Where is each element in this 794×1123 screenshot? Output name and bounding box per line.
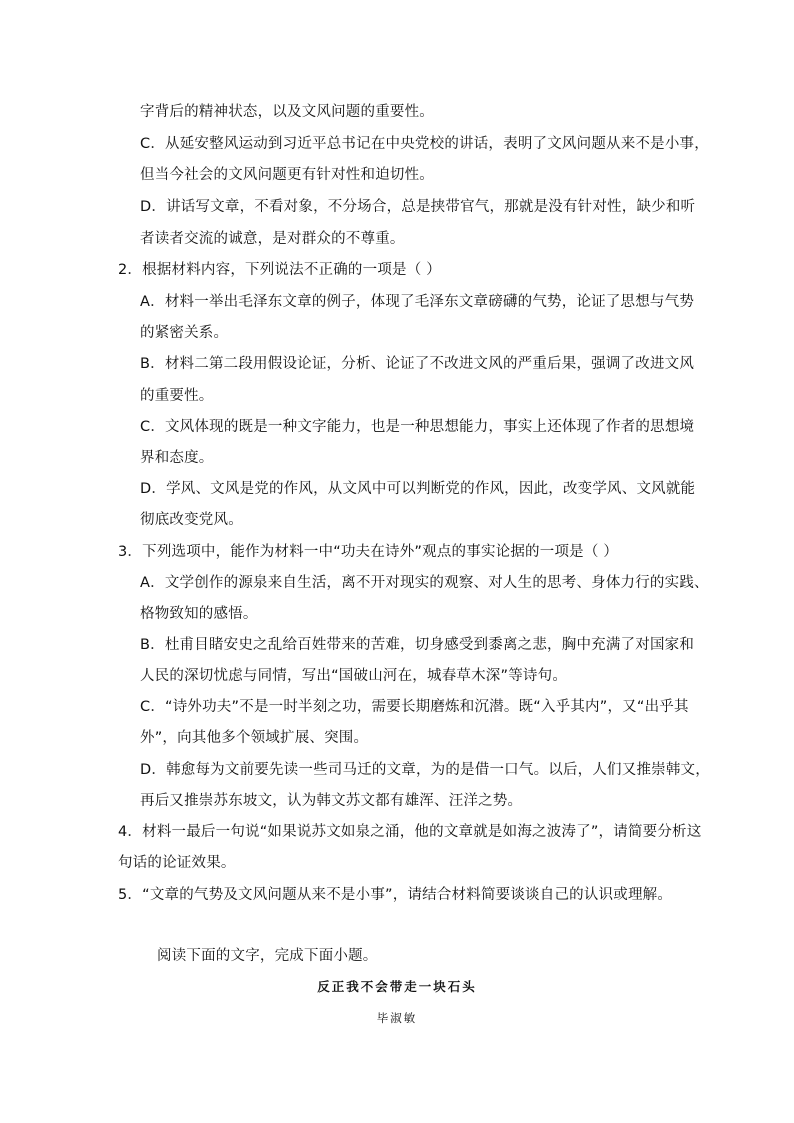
text-line: 再后又推崇苏东坡文，认为韩文苏文都有雄浑、汪洋之势。 xyxy=(140,793,523,809)
text-line: A．文学创作的源泉来自生活，离不开对现实的观察、对人生的思考、身体力行的实践、 xyxy=(140,575,709,591)
text-line: A．材料一举出毛泽东文章的例子，体现了毛泽东文章磅礴的气势，论证了思想与气势 xyxy=(140,294,695,310)
text-line: 但当今社会的文风问题更有针对性和迫切性。 xyxy=(140,167,434,183)
text-line: D．韩愈每为文前要先读一些司马迁的文章，为的是借一口气。以后，人们又推崇韩文， xyxy=(140,762,710,778)
text-line: 者读者交流的诚意，是对群众的不尊重。 xyxy=(140,231,405,247)
article-title: 反正我不会带走一块石头 xyxy=(317,979,477,994)
text-line: D．学风、文风是党的作风，从文风中可以判断党的作风，因此，改变学风、文风就能 xyxy=(140,481,696,497)
text-line: B．杜甫目睹安史之乱给百姓带来的苦难，切身感受到黍离之悲，胸中充满了对国家和 xyxy=(140,637,695,653)
instruction-line: 阅读下面的文字，完成下面小题。 xyxy=(157,948,378,964)
text-line: 人民的深切忧虑与同情，写出“国破山河在，城春草木深”等诗句。 xyxy=(140,668,568,684)
text-line: 的重要性。 xyxy=(140,388,214,404)
question-line: 2．根据材料内容，下列说法不正确的一项是（ ） xyxy=(118,262,441,278)
text-line: 界和态度。 xyxy=(140,450,214,466)
text-line: B．材料二第二段用假设论证，分析、论证了不改进文风的严重后果，强调了改进文风 xyxy=(140,356,695,372)
text-line: 句话的论证效果。 xyxy=(118,855,236,871)
text-line: 字背后的精神状态，以及文风问题的重要性。 xyxy=(140,104,434,120)
text-line: D．讲话写文章，不看对象，不分场合，总是挟带官气，那就是没有针对性，缺少和听 xyxy=(140,199,696,215)
text-line: C．从延安整风运动到习近平总书记在中央党校的讲话，表明了文风问题从来不是小事， xyxy=(140,136,709,152)
text-line: C．文风体现的既是一种文字能力，也是一种思想能力，事实上还体现了作者的思想境 xyxy=(140,419,695,435)
question-line: 3．下列选项中，能作为材料一中“功夫在诗外”观点的事实论据的一项是（ ） xyxy=(118,544,619,560)
text-line: C．“诗外功夫”不是一时半刻之功，需要长期磨炼和沉潜。既“入乎其内”，又“出乎其 xyxy=(140,699,689,715)
question-line: 5．“文章的气势及文风问题从来不是小事”，请结合材料简要谈谈自己的认识或理解。 xyxy=(118,887,673,903)
question-line: 4．材料一最后一句说“如果说苏文如泉之涌，他的文章就是如海之波涛了”，请简要分析这 xyxy=(118,824,702,840)
article-author: 毕淑敏 xyxy=(376,1011,418,1025)
text-line: 外”，向其他多个领域扩展、突围。 xyxy=(140,730,369,746)
text-line: 彻底改变党风。 xyxy=(140,512,243,528)
text-line: 格物致知的感悟。 xyxy=(140,606,258,622)
text-line: 的紧密关系。 xyxy=(140,325,229,341)
